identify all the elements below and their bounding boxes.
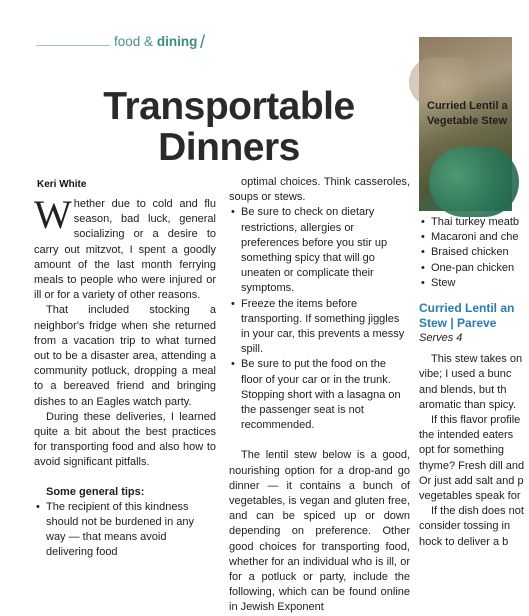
dish-list (419, 215, 529, 291)
recipe-line: If this flavor profile (431, 414, 521, 427)
recipe-line: vegetables speak for (419, 490, 521, 503)
section-dining: dining (156, 34, 198, 49)
dish-item: • Thai turkey meatb (419, 215, 529, 230)
tips-list (34, 500, 216, 561)
recipe-line: and blends, but th (419, 383, 507, 396)
recipe-title (419, 301, 529, 331)
column-2 (229, 175, 410, 616)
recipe-line: This stew takes on (431, 353, 523, 366)
section-label (114, 34, 197, 49)
lentil-paragraph: The lentil stew below is a good, nourishing option for a drop-and go dinner — it contains a bunch of vegetables, is vegan and gluten free, and can be spiced up or down depending on preference. Other good choices for transporting food, whether for an individual who is ill, or for a potluck or party, include the following, which can be found online in Jewish Exponent (229, 449, 410, 614)
serves: Serves 4 (419, 332, 463, 345)
photo-caption-line1: Curried Lentil a (427, 100, 508, 112)
photo-caption-line2: Vegetable Stew (427, 115, 508, 127)
byline: Keri White (37, 179, 87, 190)
section-rule (36, 45, 110, 46)
column-1 (34, 192, 216, 561)
dish-item: • One-pan chicken (419, 261, 529, 276)
paragraph-1 (34, 192, 216, 303)
recipe-paragraph-3 (419, 504, 529, 550)
recipe-line: thyme? Fresh dill and (419, 459, 525, 472)
dish-item: • Macaroni and che (419, 230, 529, 245)
recipe-line: Or just add salt and p (419, 474, 524, 487)
paragraph-3: During these deliveries, I learned quite a bit about the best practices for transporting food and also how to avoid significant pitfalls. (34, 410, 216, 469)
recipe-title-line1: Curried Lentil an (419, 301, 515, 316)
recipe-line: hock to deliver a b (419, 535, 509, 548)
paragraph-2: That included stocking a neighbor's fridge when she returned from a vacation trip to what turned out to be a disaster area, attending a community potluck, dropping a meal to a bereaved friend and bringing dishes to an Eagles watch party. (34, 304, 216, 408)
column-3 (419, 215, 529, 550)
dish-item: • Stew (419, 276, 529, 291)
recipe-line: the intended eaters (419, 429, 514, 442)
recipe-paragraph-1 (419, 352, 529, 413)
tips-title: Some general tips: (46, 485, 145, 498)
photo-bowl (429, 147, 519, 217)
section-food: food (114, 34, 141, 49)
tip-item: • Be sure to check on dietary restrictions, allergies or preferences before you stir up something spicy that will go uneaten or complicate their symptoms. (229, 205, 410, 296)
tip-item: • Be sure to put the food on the floor of your car or in the trunk. Stopping short with a lasagna on the passenger seat is not recommended. (229, 357, 410, 433)
section-amp: & (144, 34, 154, 49)
tips-list-cont (229, 205, 410, 433)
photo-caption (427, 99, 508, 129)
recipe-line: aromatic than spicy. (419, 398, 517, 411)
dish-item: • Braised chicken (419, 245, 529, 260)
paragraph-1-text: hether due to cold and flu season, bad luck, general socializing or a desire to carry out mitzvot, I spent a goodly amount of the last month ferrying meals to people who were injured or ill or for a variety of other reasons. (34, 198, 216, 302)
recipe-line: consider tossing in (419, 520, 511, 533)
recipe-title-line2: Stew | Pareve (419, 316, 497, 331)
column-2-continuation: optimal choices. Think casseroles, soups or stews. (229, 176, 410, 204)
food-photo (419, 37, 512, 211)
tip-item: • The recipient of this kindness should not be burdened in any way — that means avoid delivering food (34, 500, 216, 561)
recipe-line: If the dish does not (431, 505, 524, 518)
recipe-line: opt for something (419, 444, 504, 457)
recipe-line: vibe; I used a bunc (419, 368, 512, 381)
headline-line1: Transportable (103, 85, 355, 128)
section-header (36, 34, 236, 56)
recipe-paragraph-2 (419, 413, 529, 504)
headline-line2: Dinners (158, 126, 300, 169)
section-slash: / (200, 32, 206, 52)
drop-cap: W (34, 192, 72, 237)
tip-item: • Freeze the items before transporting. If something jiggles in your car, this prevents a messy spill. (229, 297, 410, 358)
headline (40, 86, 418, 168)
